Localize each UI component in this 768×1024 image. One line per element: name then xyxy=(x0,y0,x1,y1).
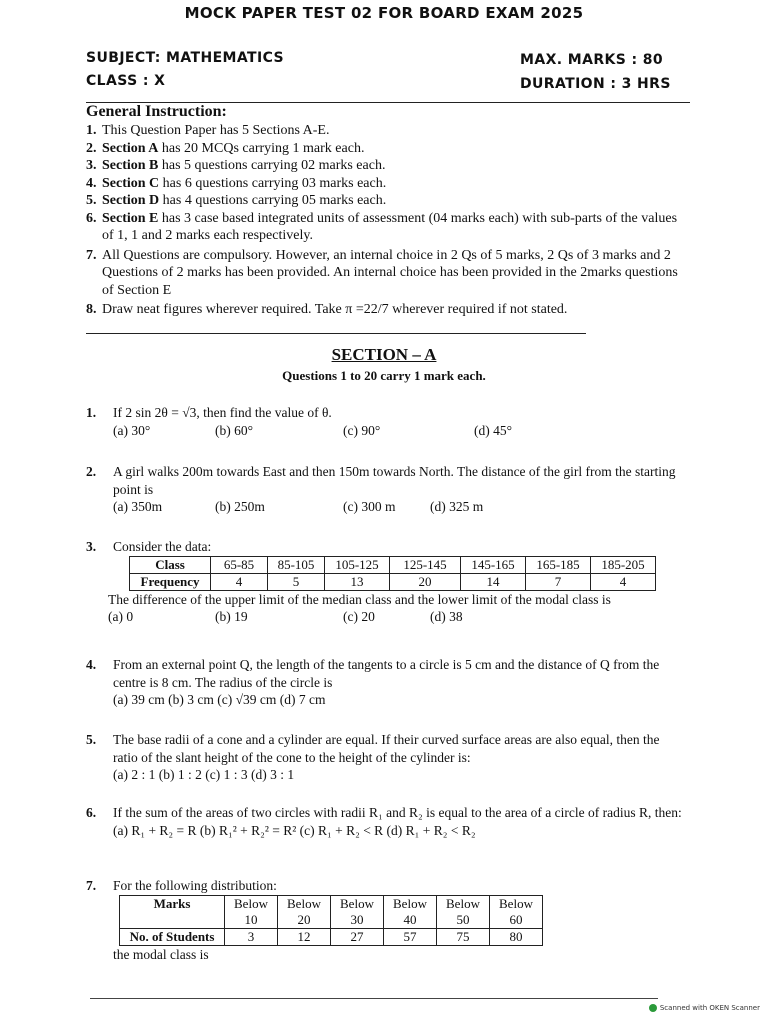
question-text: The difference of the upper limit of the median class and the lower limit of the modal class is xyxy=(108,591,611,607)
table-header-cell: No. of Students xyxy=(120,928,225,945)
instruction-item: 8. Draw neat figures wherever required. Take π =22/7 wherever required if not stated. xyxy=(86,302,568,317)
question-4 xyxy=(86,656,686,709)
question-number: 3. xyxy=(86,539,97,554)
question-text: If 2 sin 2θ = √3, then find the value of θ. xyxy=(113,405,332,420)
option-d: (d) 45° xyxy=(474,422,513,438)
class-frequency-table xyxy=(129,556,656,591)
max-marks-label: MAX. MARKS : 80 xyxy=(520,52,664,68)
table-cell: 125-145 xyxy=(390,556,461,573)
question-number: 2. xyxy=(86,464,97,479)
question-text: From an external point Q, the length of the tangents to a circle is 5 cm and the distance of Q from the centre is 8 cm. The radius of the circle is xyxy=(113,657,660,690)
table-header-cell: Class xyxy=(130,556,211,573)
question-text: Consider the data: xyxy=(113,539,212,554)
instruction-item: 2. Section A has 20 MCQs carrying 1 mark each. xyxy=(86,140,365,156)
paper-title: MOCK PAPER TEST 02 FOR BOARD EXAM 2025 xyxy=(184,4,584,22)
option-c: (c) 300 m xyxy=(343,499,396,514)
option-b: (b) 60° xyxy=(215,422,254,438)
table-cell: 14 xyxy=(461,573,526,590)
class-label: CLASS : X xyxy=(86,73,166,89)
question-text: For the following distribution: xyxy=(113,878,277,893)
table-cell: 145-165 xyxy=(461,556,526,573)
instructions-title: General Instruction: xyxy=(86,103,227,120)
question-7 xyxy=(86,877,686,963)
option-b: (b) 19 xyxy=(215,609,248,624)
table-cell: 5 xyxy=(268,573,325,590)
table-cell: 12 xyxy=(278,928,331,945)
question-3 xyxy=(86,538,686,626)
question-number: 4. xyxy=(86,657,97,672)
table-cell: 57 xyxy=(384,928,437,945)
question-number: 1. xyxy=(86,405,97,420)
subject-label: SUBJECT: MATHEMATICS xyxy=(86,50,284,66)
footer-divider xyxy=(90,998,658,999)
question-number: 6. xyxy=(86,805,97,820)
option-a: (a) 0 xyxy=(108,609,134,624)
table-cell: Below 60 xyxy=(490,895,543,928)
table-cell: Below 50 xyxy=(437,895,490,928)
section-title: SECTION – A xyxy=(331,345,437,364)
table-row xyxy=(120,928,543,945)
option-b: (b) 250m xyxy=(215,499,265,514)
options: (a) 2 : 1 (b) 1 : 2 (c) 1 : 3 (d) 3 : 1 xyxy=(113,767,295,782)
question-2 xyxy=(86,463,686,516)
section-subtitle: Questions 1 to 20 carry 1 mark each. xyxy=(282,368,486,383)
instruction-item: 6. Section E has 3 case based integrated units of assessment (04 marks each) with sub-parts of the values of 1, 1 and 2 marks each respectively. xyxy=(86,210,678,243)
options: (a) R₁ + R₂ = R (b) R₁² + R₂² = R² (c) R₁ + R₂ < R (d) R₁ + R₂ < R₂ xyxy=(113,822,476,838)
question-text: the modal class is xyxy=(113,946,209,962)
scanner-watermark: Scanned with OKEN Scanner xyxy=(649,1004,760,1012)
table-cell: Below 10 xyxy=(225,895,278,928)
table-cell: 13 xyxy=(325,573,390,590)
table-cell: 4 xyxy=(591,573,656,590)
table-cell: 75 xyxy=(437,928,490,945)
question-6 xyxy=(86,804,686,839)
question-number: 7. xyxy=(86,878,97,893)
options xyxy=(113,422,686,440)
instruction-item: 1. This Question Paper has 5 Sections A-E. xyxy=(86,123,330,138)
table-cell: 7 xyxy=(526,573,591,590)
instructions-divider xyxy=(86,333,586,334)
table-cell: 20 xyxy=(390,573,461,590)
table-cell: Below 20 xyxy=(278,895,331,928)
option-c: (c) 20 xyxy=(343,609,375,624)
option-c: (c) 90° xyxy=(343,422,381,438)
table-cell: 65-85 xyxy=(211,556,268,573)
table-cell: 4 xyxy=(211,573,268,590)
question-1 xyxy=(86,404,686,440)
table-row xyxy=(130,573,656,590)
question-text: If the sum of the areas of two circles with radii R₁ and R₂ is equal to the area of a circle of radius R, then: xyxy=(113,805,682,820)
options: (a) 39 cm (b) 3 cm (c) √39 cm (d) 7 cm xyxy=(113,692,326,707)
table-cell: 165-185 xyxy=(526,556,591,573)
question-text: A girl walks 200m towards East and then 150m towards North. The distance of the girl from the starting point is xyxy=(113,464,676,497)
table-cell: Below 30 xyxy=(331,895,384,928)
marks-students-table xyxy=(119,895,543,946)
table-cell: 27 xyxy=(331,928,384,945)
option-d: (d) 38 xyxy=(430,609,463,624)
option-d: (d) 325 m xyxy=(430,499,484,514)
table-cell: 3 xyxy=(225,928,278,945)
table-row xyxy=(130,556,656,573)
table-cell: Below 40 xyxy=(384,895,437,928)
table-header-cell: Marks xyxy=(120,895,225,928)
duration-label: DURATION : 3 HRS xyxy=(520,76,671,92)
table-cell: 105-125 xyxy=(325,556,390,573)
scanner-logo-icon xyxy=(649,1004,657,1012)
question-number: 5. xyxy=(86,732,97,747)
instruction-item: 4. Section C has 6 questions carrying 03 marks each. xyxy=(86,175,387,191)
table-cell: 185-205 xyxy=(591,556,656,573)
table-header-cell: Frequency xyxy=(130,573,211,590)
question-5 xyxy=(86,731,686,784)
instruction-item: 7. All Questions are compulsory. However, an internal choice in 2 Qs of 5 marks, 2 Qs of 3 marks and 2 Questions of 2 marks has been provided. An internal choice has been provided in the 2marks questions of Section E xyxy=(86,247,678,298)
option-a: (a) 350m xyxy=(113,499,163,514)
instruction-list xyxy=(86,122,690,319)
table-row xyxy=(120,895,543,928)
instruction-item: 5. Section D has 4 questions carrying 05 marks each. xyxy=(86,193,387,208)
instruction-item: 3. Section B has 5 questions carrying 02 marks each. xyxy=(86,158,386,173)
question-text: The base radii of a cone and a cylinder are equal. If their curved surface areas are also equal, then the ratio of the slant height of the cone to the height of the cylinder is: xyxy=(113,732,660,765)
option-a: (a) 30° xyxy=(113,422,151,438)
options xyxy=(113,498,686,516)
table-cell: 85-105 xyxy=(268,556,325,573)
options xyxy=(108,608,686,626)
table-cell: 80 xyxy=(490,928,543,945)
